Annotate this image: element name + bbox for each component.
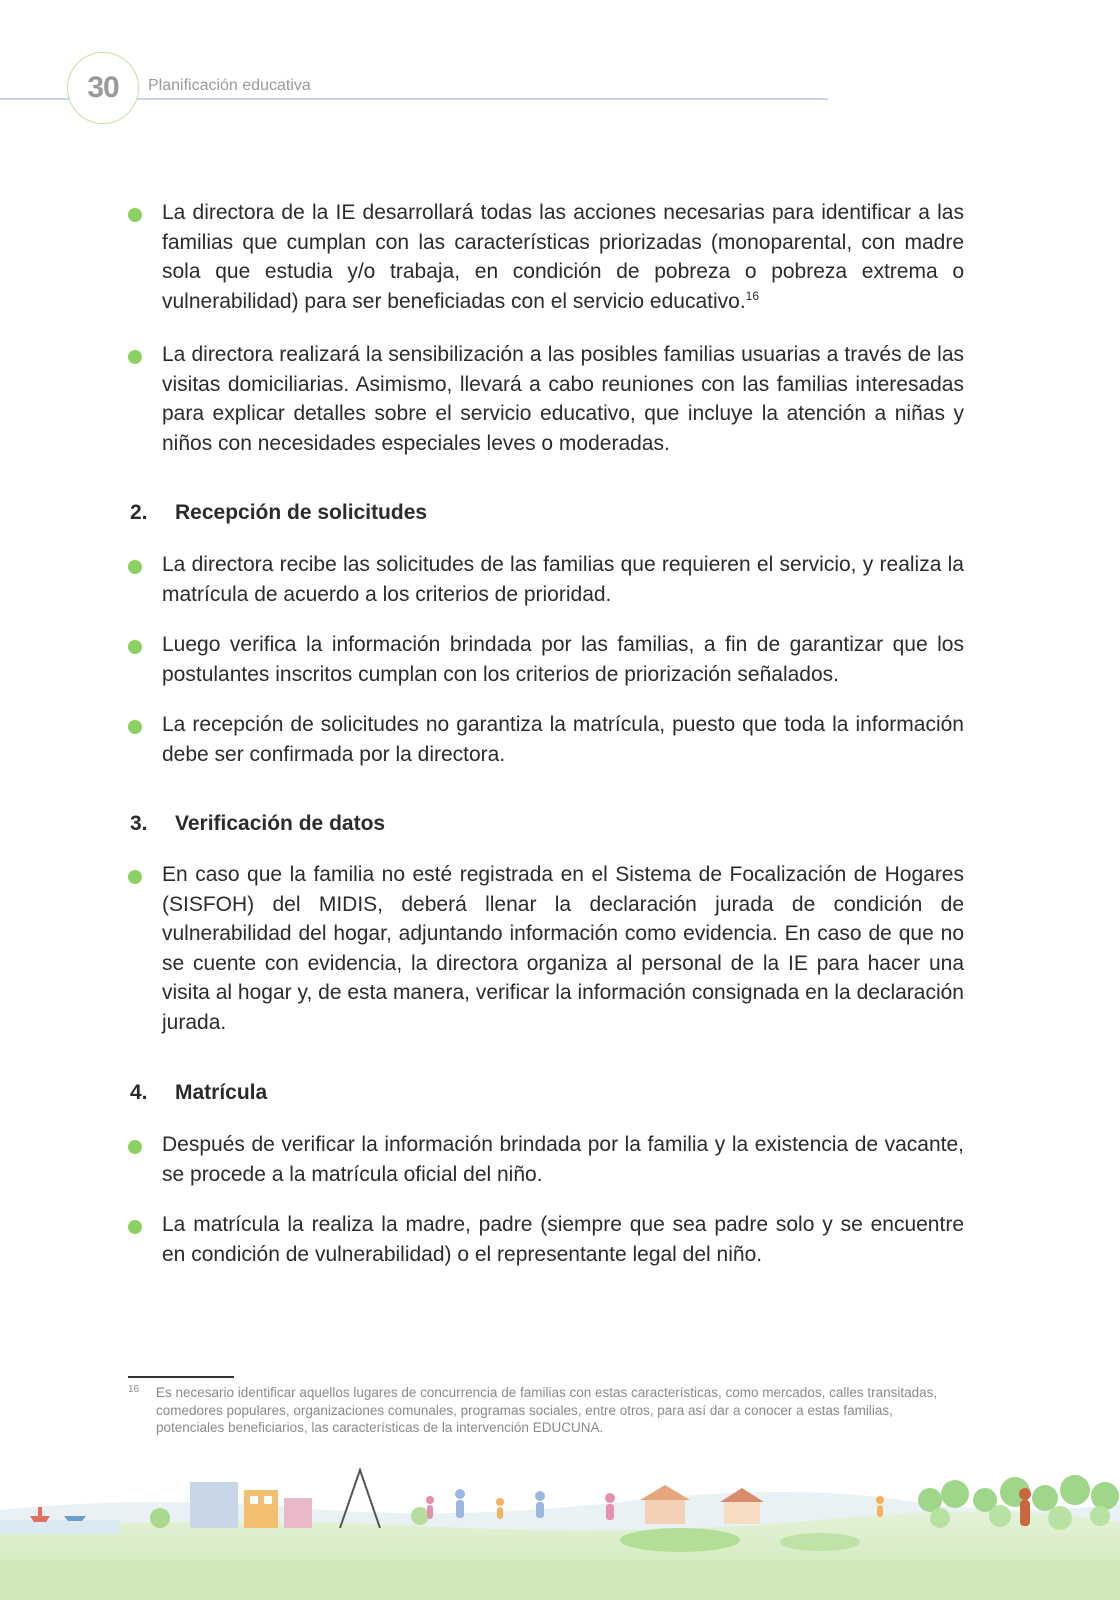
list-item-text: La directora recibe las solicitudes de las familias que requieren el servicio, y realiza la matrícula de acuerdo a los criterios de prioridad. — [162, 553, 964, 606]
footnote-mark: 16 — [128, 1384, 140, 1395]
list-item-text: La directora de la IE desarrollará todas las acciones necesarias para identificar a las familias que cumplan con las características priorizadas (monoparental, con madre sola que estudia y/o trabaja, en condición de pobreza o pobreza extrema o vulnerabilidad) para ser beneficiadas con el servicio educativo.$^{16}$ — [162, 201, 964, 313]
bullet-dot-icon — [128, 720, 142, 734]
section-heading — [130, 812, 385, 836]
list-item-text: Luego verifica la información brindada por las familias, a fin de garantizar que los postulantes inscritos cumplan con los criterios de priorización señalados. — [162, 633, 964, 686]
list-item-text: La directora realizará la sensibilización a las posibles familias usuarias a través de las visitas domiciliarias. Asimismo, llevará a cabo reuniones con las familias interesadas para explicar detalles sobre el servicio educativo, que incluye la atención a niñas y niños con necesidades especiales leves o moderadas. — [162, 343, 964, 455]
footnote-ref[interactable]: 16 — [745, 288, 760, 303]
list-item — [128, 1210, 964, 1269]
bullet-dot-icon — [128, 208, 142, 222]
bullet-dot-icon — [128, 640, 142, 654]
section-heading — [130, 501, 427, 525]
list-item — [128, 198, 964, 316]
list-item — [128, 710, 964, 769]
list-item-text: Después de verificar la información brindada por la familia y la existencia de vacante, se procede a la matrícula oficial del niño. — [162, 1133, 964, 1186]
bullet-dot-icon — [128, 1220, 142, 1234]
footnote — [128, 1384, 963, 1437]
bullet-dot-icon — [128, 870, 142, 884]
list-item — [128, 630, 964, 689]
section-title: Matrícula — [175, 1081, 268, 1104]
bullet-dot-icon — [128, 350, 142, 364]
footnote-text: Es necesario identificar aquellos lugares de concurrencia de familias con estas características, como mercados, calles transitadas, comedores populares, organizaciones comunales, programas sociales, entre otros, para así dar a conocer a estas familias, potenciales beneficiarios, las características de la intervención EDUCUNA. — [156, 1385, 938, 1435]
bullet-dot-icon — [128, 1140, 142, 1154]
section-heading — [130, 1081, 267, 1105]
list-item-text: La recepción de solicitudes no garantiza la matrícula, puesto que toda la información debe ser confirmada por la directora. — [162, 713, 964, 766]
list-item — [128, 860, 964, 1037]
section-number: 2. — [130, 501, 148, 524]
landscape-illustration — [0, 1460, 1120, 1600]
running-title: Planificación educativa — [148, 77, 311, 94]
list-item — [128, 1130, 964, 1189]
list-item — [128, 550, 964, 609]
section-number: 3. — [130, 812, 148, 835]
section-number: 4. — [130, 1081, 148, 1104]
section-title: Verificación de datos — [175, 812, 386, 835]
page-number-badge — [67, 52, 139, 124]
section-title: Recepción de solicitudes — [175, 501, 428, 524]
footnote-rule — [128, 1376, 234, 1378]
list-item — [128, 340, 964, 458]
page-number: 30 — [87, 71, 119, 104]
bullet-dot-icon — [128, 560, 142, 574]
list-item-text: La matrícula la realiza la madre, padre (siempre que sea padre solo y se encuentre en condición de vulnerabilidad) o el representante legal del niño. — [162, 1213, 964, 1266]
list-item-text: En caso que la familia no esté registrada en el Sistema de Focalización de Hogares (SISFOH) del MIDIS, deberá llenar la declaración jurada de condición de vulnerabilidad del hogar, adjuntando información como evidencia. En caso de que no se cuente con evidencia, la directora organiza al personal de la IE para hacer una visita al hogar y, de esta manera, verificar la información consignada en la declaración jurada. — [162, 863, 964, 1034]
